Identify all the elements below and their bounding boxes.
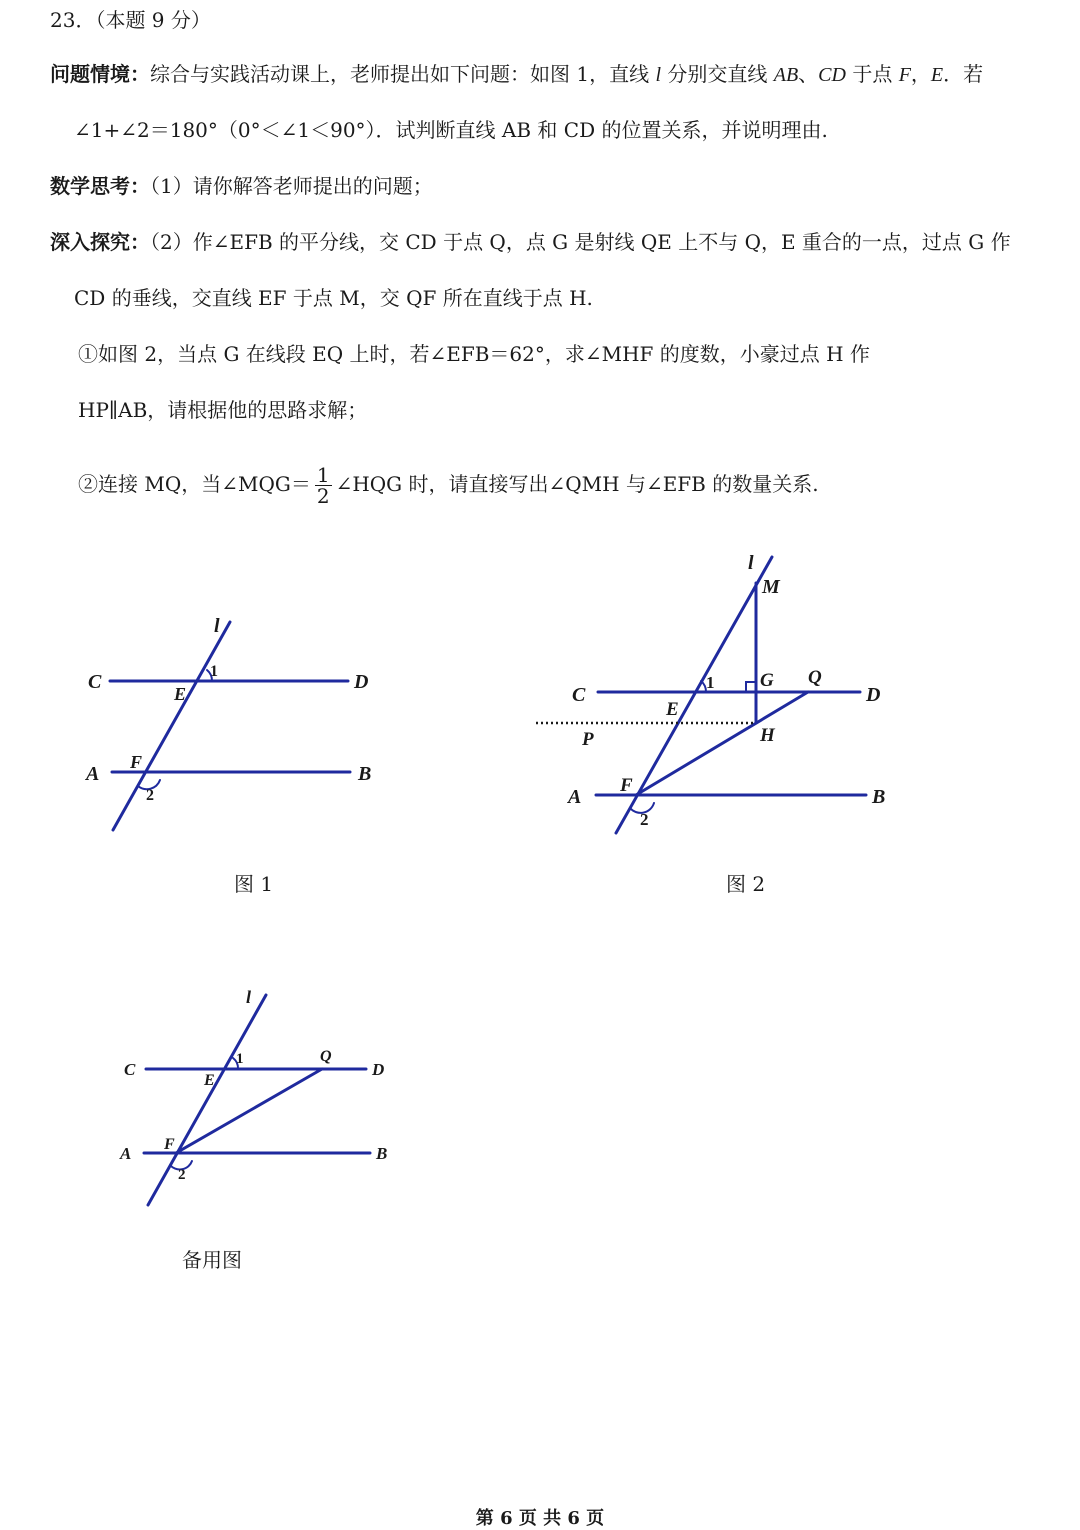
- problem-text-3: 于点: [845, 62, 899, 86]
- fig2-label-b: B: [872, 786, 886, 808]
- fig3-label-l: l: [246, 987, 252, 1007]
- fig3-label-angle-2: 2: [178, 1167, 186, 1183]
- fig2-label-c: C: [572, 684, 586, 706]
- fig2-label-d: D: [866, 684, 881, 706]
- problem-sep: 、: [798, 62, 819, 86]
- fig2-label-m: M: [762, 576, 780, 598]
- figure-2: [530, 545, 900, 845]
- sub2-pre: ②连接 MQ，当∠MQG＝: [78, 472, 311, 496]
- explore-text-1: （2）作∠EFB 的平分线，交 CD 于点 Q，点 G 是射线 QE 上不与 Q，E 重合的一点，过点 G 作: [150, 230, 1011, 254]
- problem-context-line-2: ∠1+∠2＝180°（0°＜∠1＜90°）．试判断直线 AB 和 CD 的位置关系，并说明理由.: [74, 118, 828, 142]
- fig3-label-f: F: [164, 1136, 175, 1153]
- sub-question-1-line-2: HP∥AB，请根据他的思路求解；: [78, 398, 368, 422]
- fig2-label-q: Q: [808, 667, 822, 688]
- fig1-line-l: [113, 622, 230, 830]
- fig2-label-angle-2: 2: [640, 810, 649, 829]
- fig3-label-angle-1: 1: [236, 1051, 244, 1067]
- figure-1: [80, 610, 380, 840]
- fig3-label-b: B: [376, 1144, 388, 1163]
- problem-f: F: [898, 64, 911, 86]
- fig1-label-e: E: [174, 684, 187, 704]
- fig1-label-a: A: [86, 763, 100, 785]
- figure-2-caption: 图 2: [726, 872, 766, 896]
- problem-text-4: ．若: [943, 62, 984, 86]
- problem-text-2: 分别交直线: [661, 62, 774, 86]
- fig1-label-b: B: [358, 763, 372, 785]
- problem-e: E: [930, 64, 944, 86]
- fig1-label-l: l: [214, 615, 220, 637]
- problem-ab: AB: [773, 64, 799, 86]
- fig3-label-e: E: [204, 1072, 215, 1089]
- fig3-label-d: D: [372, 1060, 385, 1079]
- problem-label: 问题情境：: [50, 62, 150, 86]
- fig1-label-c: C: [88, 671, 102, 693]
- sub2-post: ∠HQG 时，请直接写出∠QMH 与∠EFB 的数量关系.: [335, 472, 819, 496]
- explore-label: 深入探究：: [50, 230, 150, 254]
- fig2-label-f: F: [620, 775, 633, 796]
- fig1-label-f: F: [130, 752, 143, 772]
- problem-cd: CD: [818, 64, 846, 86]
- fig1-label-d: D: [354, 671, 369, 693]
- fig2-label-angle-1: 1: [706, 673, 715, 692]
- sub-question-1-line-1: ①如图 2，当点 G 在线段 EQ 上时，若∠EFB＝62°，求∠MHF 的度数，小豪过点 H 作: [78, 342, 870, 366]
- fig3-label-a: A: [120, 1144, 132, 1163]
- think-label: 数学思考：: [50, 174, 150, 198]
- fig2-label-p: P: [582, 729, 594, 750]
- question-number: 23．（本题 9 分）: [50, 8, 211, 32]
- fraction-denominator: 2: [316, 484, 330, 508]
- fig2-label-a: A: [568, 786, 582, 808]
- problem-context-line-1: [50, 60, 983, 89]
- math-thinking-line: [50, 172, 433, 200]
- figure-spare-caption: 备用图: [182, 1248, 242, 1272]
- fraction-one-half: [315, 465, 332, 506]
- fig1-label-angle-1: 1: [210, 663, 218, 680]
- think-text: （1）请你解答老师提出的问题；: [150, 174, 433, 198]
- problem-text-1: 综合与实践活动课上，老师提出如下问题：如图 1，直线: [150, 62, 656, 86]
- fig3-line-fq: [176, 1069, 322, 1153]
- problem-comma: ，: [910, 62, 931, 86]
- fig2-label-g: G: [760, 670, 774, 691]
- fig2-label-l: l: [748, 552, 754, 574]
- fig2-label-e: E: [666, 699, 679, 720]
- figure-spare: [110, 985, 400, 1215]
- page-footer: 第 6 页 共 6 页: [475, 1508, 605, 1529]
- explore-line-2: CD 的垂线，交直线 EF 于点 M，交 QF 所在直线于点 H.: [74, 286, 593, 310]
- fig2-line-fq: [636, 692, 808, 795]
- sub-question-2: [78, 454, 819, 514]
- fig1-label-angle-2: 2: [146, 787, 154, 804]
- fraction-numerator: 1: [316, 463, 330, 487]
- fig2-label-h: H: [760, 725, 775, 746]
- fig3-line-l: [148, 995, 266, 1205]
- problem-line-l: l: [655, 64, 662, 86]
- fig3-label-c: C: [124, 1060, 136, 1079]
- figure-1-caption: 图 1: [234, 872, 274, 896]
- explore-line-1: [50, 228, 1011, 256]
- fig3-label-q: Q: [320, 1048, 332, 1065]
